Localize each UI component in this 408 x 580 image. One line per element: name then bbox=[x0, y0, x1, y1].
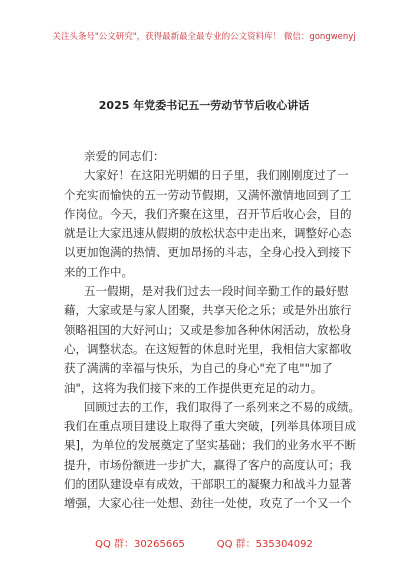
body-line: 来的工作中。 bbox=[64, 264, 133, 279]
body-line: 果]，为单位的发展奠定了坚实基础；我们的业务水平不断 bbox=[64, 438, 356, 453]
body-line: 个充实而愉快的五一劳动节假期，又满怀激情地回到了工 bbox=[64, 187, 352, 202]
body-line: 提升，市场份额进一步扩大，赢得了客户的高度认可；我 bbox=[64, 457, 352, 472]
body-line: 回顾过去的工作，我们取得了一系列来之不易的成绩。 bbox=[84, 399, 360, 414]
document-body bbox=[64, 147, 360, 514]
body-line: 大家好！在这阳光明媚的日子里，我们刚刚度过了一 bbox=[84, 168, 349, 183]
body-line: 亲爱的同志们： bbox=[84, 149, 165, 163]
body-line: 心，调整状态。在这短暂的休息时光里，我相信大家都收 bbox=[64, 341, 352, 356]
body-line: 领略祖国的大好河山；又或是参加各种休闲活动，放松身 bbox=[64, 322, 352, 337]
body-line: 以更加饱满的热情、更加昂扬的斗志，全身心投入到接下 bbox=[64, 245, 352, 260]
footer-qq-groups: QQ 群：30265665 QQ 群：535304092 bbox=[95, 539, 313, 550]
header-banner: 关注头条号"公文研究"，获得最新最全最专业的公文资料库！ 微信：gongwenyj bbox=[52, 32, 356, 42]
body-line: 作岗位。今天，我们齐聚在这里，召开节后收心会，目的 bbox=[64, 206, 352, 221]
body-line: 增强，大家心往一处想、劲往一处使，攻克了一个又一个 bbox=[64, 496, 352, 511]
body-line: 我们在重点项目建设上取得了重大突破，[列举具体项目成 bbox=[64, 419, 356, 434]
document-title: 2025 年党委书记五一劳动节节后收心讲话 bbox=[98, 99, 310, 112]
body-line: 就是让大家迅速从假期的放松状态中走出来，调整好心态 bbox=[64, 226, 352, 241]
body-line: 们的团队建设卓有成效，干部职工的凝聚力和战斗力显著 bbox=[64, 477, 352, 492]
body-line: 藉，大家或是与家人团聚，共享天伦之乐；或是外出旅行 bbox=[64, 303, 352, 318]
body-line: 五一假期，是对我们过去一段时间辛勤工作的最好慰 bbox=[84, 284, 349, 299]
body-line: 油"，这将为我们接下来的工作提供更充足的动力。 bbox=[64, 380, 323, 395]
body-line: 获了满满的幸福与快乐，为自己的身心"充了电""加了 bbox=[64, 361, 333, 376]
